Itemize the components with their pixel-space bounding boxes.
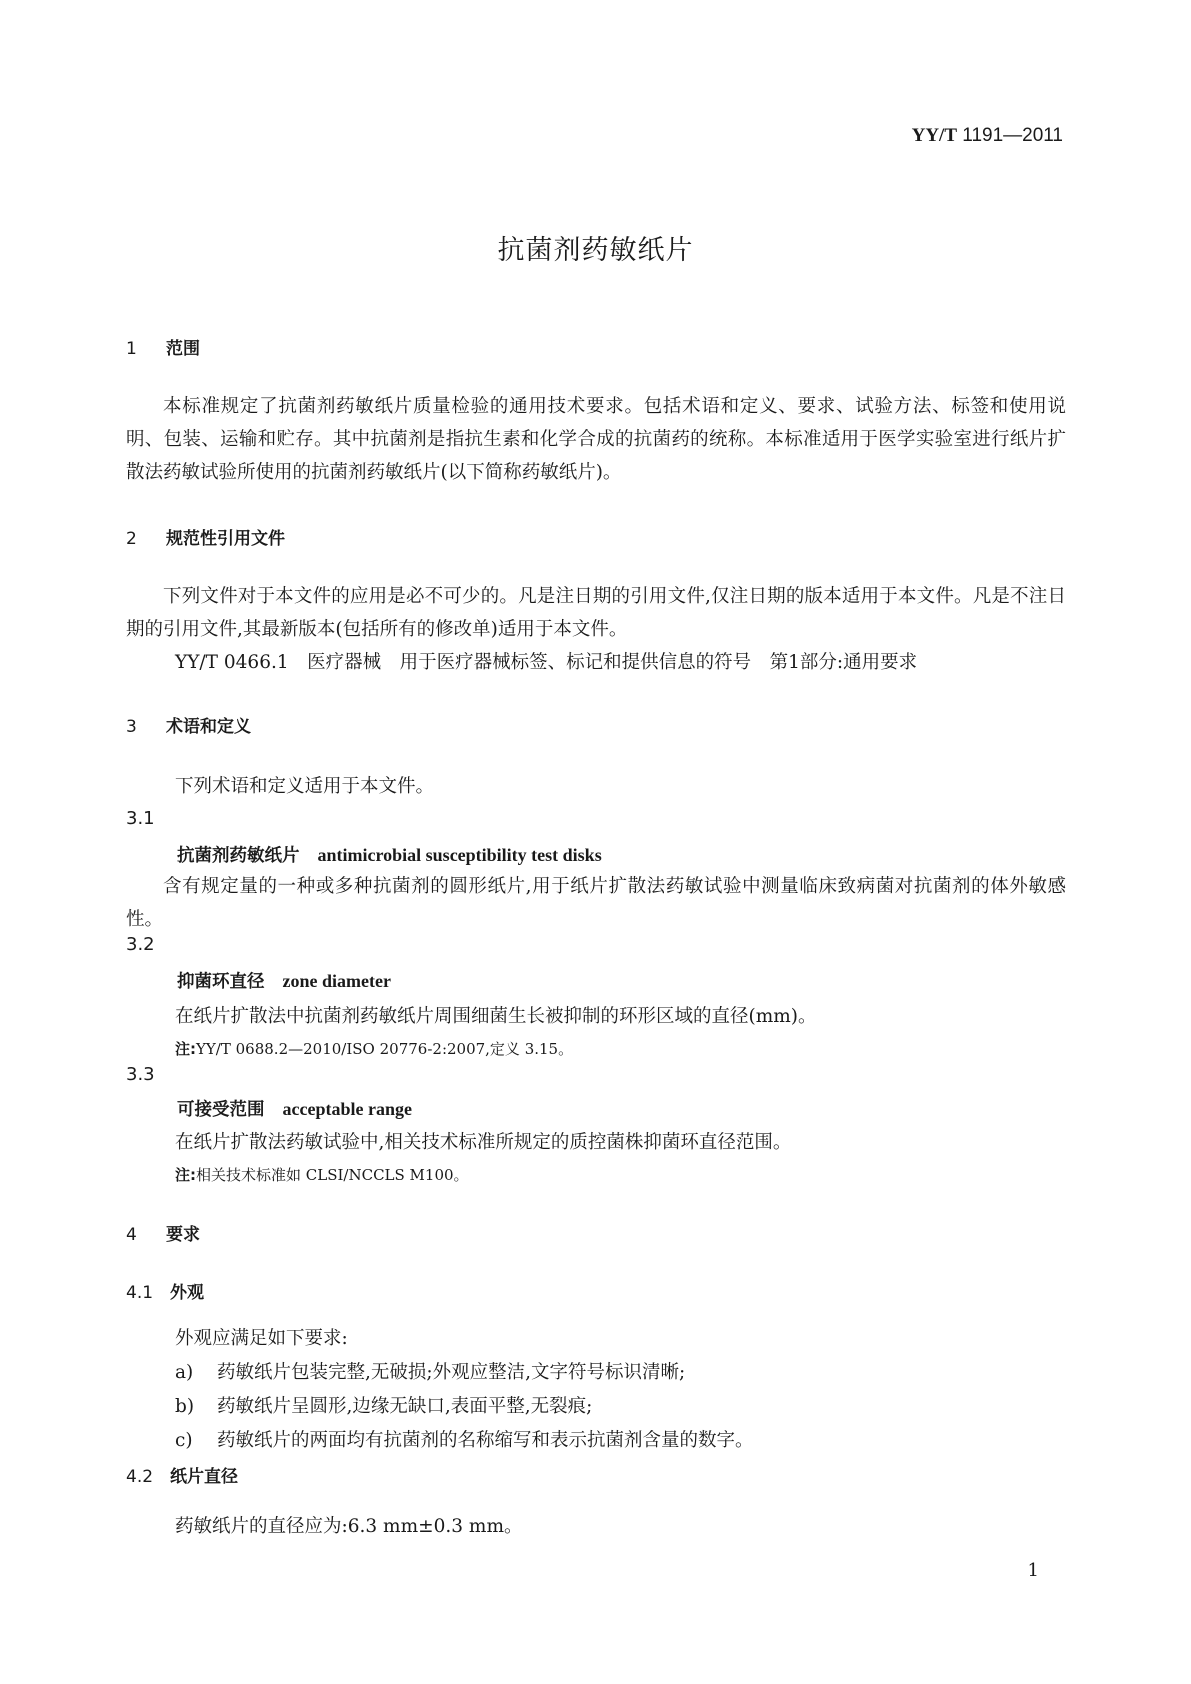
page-number: 1 — [1027, 1560, 1039, 1581]
list-item: b) 药敏纸片呈圆形,边缘无缺口,表面平整,无裂痕; — [175, 1396, 593, 1417]
standard-code: YY/T 1191—2011 — [911, 125, 1063, 146]
section-4-2-heading: 4.2 纸片直径 — [126, 1467, 238, 1487]
section-4-heading: 4 要求 — [126, 1225, 200, 1245]
section-4-1-heading: 4.1 外观 — [126, 1283, 204, 1303]
term-definition: 在纸片扩散法药敏试验中,相关技术标准所规定的质控菌株抑菌环直径范围。 — [175, 1132, 792, 1153]
section-3-intro: 下列术语和定义适用于本文件。 — [175, 776, 435, 797]
list-item: c) 药敏纸片的两面均有抗菌剂的名称缩写和表示抗菌剂含量的数字。 — [175, 1430, 754, 1451]
term-definition: 含有规定量的一种或多种抗菌剂的圆形纸片,用于纸片扩散法药敏试验中测量临床致病菌对抗菌剂的体外敏感性。 — [126, 876, 1066, 930]
term-number: 3.2 — [126, 934, 155, 955]
term-definition: 在纸片扩散法中抗菌剂药敏纸片周围细菌生长被抑制的环形区域的直径(mm)。 — [175, 1006, 817, 1027]
section-1-paragraph: 本标准规定了抗菌剂药敏纸片质量检验的通用技术要求。包括术语和定义、要求、试验方法、标签和使用说明、包装、运输和贮存。其中抗菌剂是指抗生素和化学合成的抗菌药的统称。本标准适用于医学实验室进行纸片扩散法药敏试验所使用的抗菌剂药敏纸片(以下简称药敏纸片)。 — [126, 396, 1066, 483]
list-item: a) 药敏纸片包装完整,无破损;外观应整洁,文字符号标识清晰; — [175, 1362, 686, 1383]
document-title: 抗菌剂药敏纸片 — [497, 235, 694, 266]
section-2-heading: 2 规范性引用文件 — [126, 529, 285, 549]
term-number: 3.3 — [126, 1064, 155, 1085]
section-3-heading: 3 术语和定义 — [126, 717, 251, 737]
term-title: 可接受范围 acceptable range — [177, 1099, 412, 1120]
term-title: 抑菌环直径 zone diameter — [177, 971, 391, 992]
section-1-heading: 1 范围 — [126, 339, 200, 359]
term-title: 抗菌剂药敏纸片 antimicrobial susceptibility test disks — [177, 845, 602, 866]
section-4-1-intro: 外观应满足如下要求: — [175, 1328, 348, 1349]
normative-reference: YY/T 0466.1 医疗器械 用于医疗器械标签、标记和提供信息的符号 第1部分:通用要求 — [175, 652, 918, 673]
section-2-paragraph: 下列文件对于本文件的应用是必不可少的。凡是注日期的引用文件,仅注日期的版本适用于本文件。凡是不注日期的引用文件,其最新版本(包括所有的修改单)适用于本文件。 — [126, 586, 1066, 640]
term-number: 3.1 — [126, 808, 155, 829]
term-note: 注:YY/T 0688.2—2010/ISO 20776-2:2007,定义 3.15。 — [175, 1040, 574, 1058]
section-4-2-text: 药敏纸片的直径应为:6.3 mm±0.3 mm。 — [175, 1516, 523, 1537]
term-note: 注:相关技术标准如 CLSI/NCCLS M100。 — [175, 1166, 469, 1184]
